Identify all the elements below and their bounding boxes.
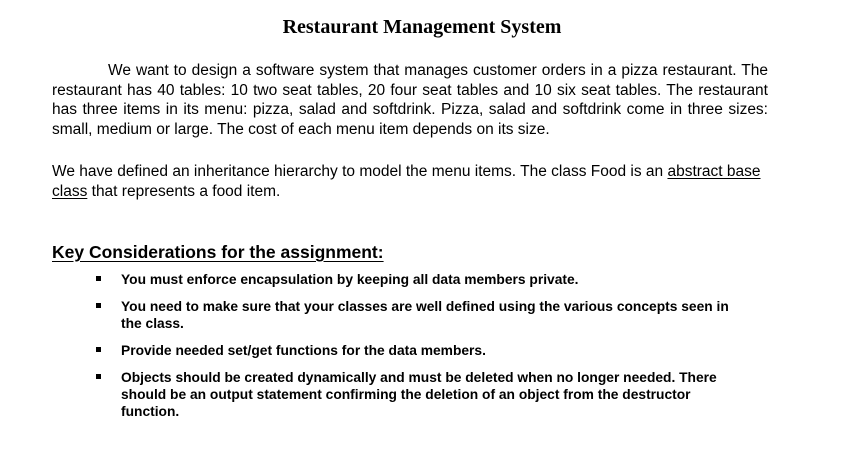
square-bullet-icon — [96, 347, 101, 352]
abstract-base-class-term: abstract base class — [52, 163, 761, 200]
inheritance-text-after: that represents a food item. — [87, 182, 281, 200]
consideration-text: Provide needed set/get functions for the data members. — [121, 343, 486, 358]
consideration-text: You must enforce encapsulation by keeping all data members private. — [121, 272, 579, 287]
square-bullet-icon — [96, 276, 101, 281]
square-bullet-icon — [96, 374, 101, 379]
document-title: Restaurant Management System — [282, 16, 562, 38]
inheritance-text-before: We have defined an inheritance hierarchy to model the menu items. The class Food is an — [52, 163, 668, 180]
key-considerations-heading: Key Considerations for the assignment: — [52, 242, 384, 262]
consideration-text: Objects should be created dynamically and must be deleted when no longer needed. There should be an output statement confirming the deletion of an object from the destructor function. — [121, 370, 717, 419]
square-bullet-icon — [96, 303, 101, 308]
inheritance-paragraph — [52, 162, 768, 201]
consideration-text: You need to make sure that your classes are well defined using the various concepts seen in the class. — [121, 299, 729, 331]
intro-paragraph: We want to design a software system that manages customer orders in a pizza restaurant. The restaurant has 40 tables: 10 two seat tables, 20 four seat tables and 10 six seat tables. The restaurant has three items in its menu: pizza, salad and softdrink. Pizza, salad and softdrink come in three sizes: small, medium or large. The cost of each menu item depends on its size. — [52, 62, 768, 138]
